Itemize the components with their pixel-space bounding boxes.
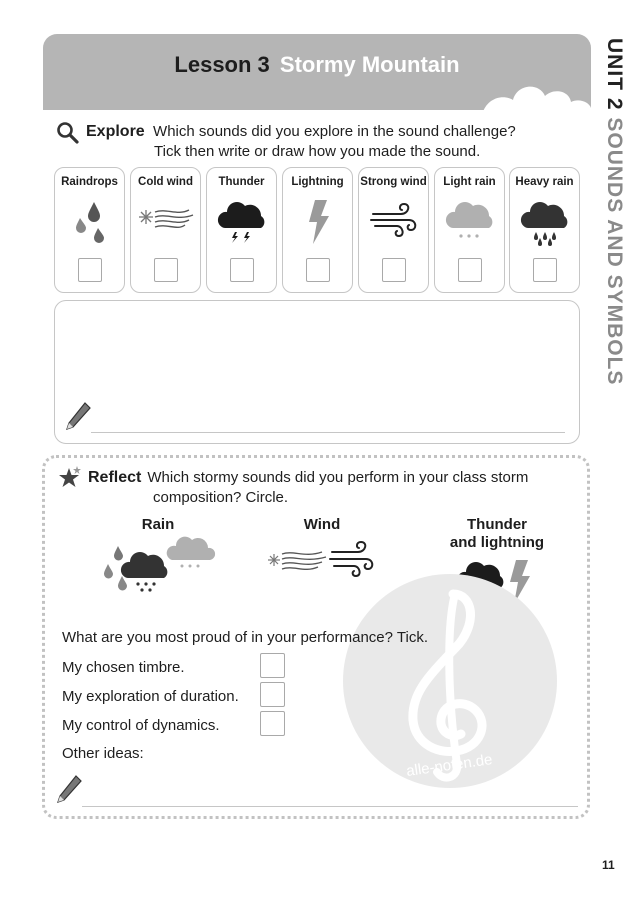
tick-box-lightning[interactable] [306, 258, 330, 282]
proud-item-timbre: My chosen timbre. [62, 659, 185, 676]
tick-box-strong-wind[interactable] [382, 258, 406, 282]
heavy-rain-icon [520, 198, 570, 246]
sound-cards [54, 167, 580, 295]
option-thunder-line1: Thunder [467, 516, 527, 533]
pencil-icon [65, 401, 91, 431]
sound-card-cold-wind [130, 167, 201, 293]
thunder-cloud-icon [217, 198, 267, 244]
sound-card-raindrops [54, 167, 125, 293]
header-clouds-icon [483, 72, 591, 112]
option-thunder-label [432, 516, 562, 552]
sound-card-lightning [282, 167, 353, 293]
reflect-label: Reflect [88, 469, 142, 486]
unit-number: UNIT 2 [603, 38, 626, 111]
reflect-question [88, 468, 578, 508]
proud-item-duration: My exploration of duration. [62, 688, 239, 705]
proud-item-dynamics: My control of dynamics. [62, 717, 220, 734]
watermark-text: alle-noten.de [405, 751, 494, 780]
stars-icon [56, 465, 82, 491]
tick-box-heavy-rain[interactable] [533, 258, 557, 282]
sound-card-strong-wind [358, 167, 429, 293]
explore-label: Explore [86, 123, 145, 140]
explore-question-line1: Which sounds did you explore in the sound challenge? [153, 123, 516, 140]
raindrops-icon [70, 198, 110, 248]
sound-card-thunder [206, 167, 277, 293]
proud-question: What are you most proud of in your performance? Tick. [62, 629, 428, 646]
tick-box-timbre[interactable] [260, 653, 285, 678]
page-number: 11 [602, 858, 615, 872]
light-rain-icon [445, 198, 495, 244]
option-wind-label: Wind [303, 516, 341, 533]
tick-box-thunder[interactable] [230, 258, 254, 282]
other-ideas-writing-line[interactable] [82, 806, 578, 807]
unit-side-label [590, 38, 630, 408]
pencil-icon [56, 774, 82, 804]
option-thunder-line2: and lightning [449, 534, 545, 551]
card-label: Lightning [291, 176, 344, 188]
lesson-subtitle: Stormy Mountain [279, 52, 460, 77]
lesson-header [43, 34, 591, 110]
reflect-question-line2: composition? Circle. [153, 489, 289, 506]
card-label: Strong wind [360, 176, 427, 188]
card-label: Thunder [218, 176, 265, 188]
card-label: Light rain [443, 176, 496, 188]
lesson-number: Lesson 3 [174, 52, 270, 77]
sound-card-heavy-rain [509, 167, 580, 293]
reflect-question-line1: Which stormy sounds did you perform in your class storm [147, 469, 529, 486]
card-label: Heavy rain [515, 176, 574, 188]
lightning-icon [303, 198, 333, 246]
cold-wind-icon [137, 198, 195, 238]
rain-option-icon[interactable] [98, 532, 218, 600]
explore-question-line2: Tick then write or draw how you made the sound. [154, 143, 481, 160]
tick-box-light-rain[interactable] [458, 258, 482, 282]
tick-box-dynamics[interactable] [260, 711, 285, 736]
explore-writing-box[interactable] [54, 300, 580, 444]
tick-box-raindrops[interactable] [78, 258, 102, 282]
strong-wind-icon [369, 198, 419, 242]
tick-box-duration[interactable] [260, 682, 285, 707]
unit-topic: SOUNDS AND SYMBOLS [603, 117, 626, 386]
option-rain-label: Rain [141, 516, 175, 533]
watermark-treble-clef-icon [343, 574, 557, 788]
explore-section [58, 122, 578, 162]
card-label: Raindrops [61, 176, 118, 188]
card-label: Cold wind [138, 176, 193, 188]
tick-box-cold-wind[interactable] [154, 258, 178, 282]
sound-card-light-rain [434, 167, 505, 293]
other-ideas-label: Other ideas: [62, 745, 144, 762]
explore-writing-line [91, 432, 565, 433]
